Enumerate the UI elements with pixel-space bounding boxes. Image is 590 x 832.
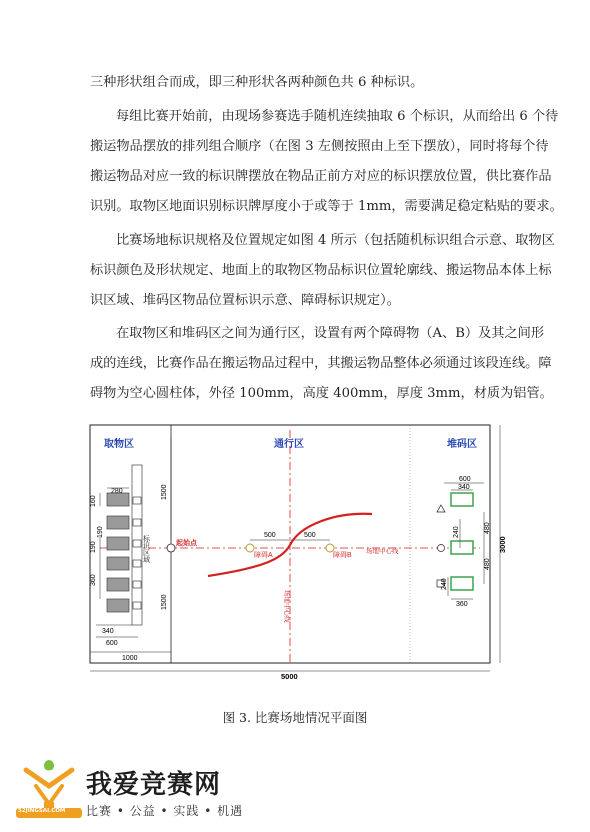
dim-right-480b: 480 [484, 558, 491, 570]
obstacle-a-marker [246, 544, 254, 552]
dim-obstacle-a: 500 [264, 532, 276, 539]
h-centerline-label: 场地中心线 [366, 548, 399, 555]
paragraph-1-line: 三种形状组合而成，即三种形状各两种颜色共 6 种标识。 [90, 75, 424, 90]
dim-600: 600 [106, 640, 118, 647]
stack-slot [451, 493, 473, 506]
obstacle-b-label: 障碍B [333, 552, 352, 559]
paragraph-3-line-1: 比赛场地标识规格及位置规定如图 4 所示（包括随机标识组合示意、取物区 [116, 233, 555, 248]
logo-name: 我爱竞赛网 [86, 770, 222, 800]
item-block [107, 537, 129, 550]
item-block [107, 516, 129, 529]
obstacle-a-label: 障碍A [254, 552, 273, 559]
dim-190a: 190 [90, 541, 97, 553]
dim-right-340: 340 [458, 484, 470, 491]
figure-caption: 图 3. 比赛场地情况平面图 [222, 710, 368, 725]
dim-190b: 190 [97, 526, 104, 538]
dim-right-240b: 240 [441, 578, 448, 590]
zone-title-pick: 取物区 [104, 439, 134, 450]
dim-right-480a: 480 [484, 522, 491, 534]
passing-path [208, 514, 372, 576]
item-block [107, 599, 129, 612]
marker-slot [133, 540, 141, 547]
paragraph-2-line-2: 搬运物品摆放的排列组合顺序（在图 3 左侧按照由上至下摆放），同时将每个待 [90, 139, 549, 154]
paragraph-2-line-3: 搬运物品对应一致的标识牌摆放在物品正前方对应的标识摆放位置，供比赛作品 [90, 169, 552, 184]
paragraph-2-line-4: 识别。取物区地面识别标识牌厚度小于或等于 1mm，需要满足稳定粘贴的要求。 [90, 199, 563, 214]
paragraph-3-line-3: 识区域、堆码区物品位置标识示意、障碍标识规定）。 [90, 293, 400, 308]
stack-slot [451, 577, 473, 590]
marker-area-label: 标识区域 [142, 535, 150, 563]
dim-right-240a: 240 [453, 526, 460, 538]
zone-title-pass: 通行区 [274, 439, 304, 450]
v-centerline-label: 场地中心线 [283, 590, 290, 623]
logo-domain: 52JINGSAI.COM [18, 808, 66, 814]
dim-1500-upper: 1500 [161, 484, 168, 500]
triangle-marker-icon [437, 505, 445, 512]
dim-160: 160 [90, 495, 97, 507]
obstacle-b-marker [326, 544, 334, 552]
item-block [107, 578, 129, 591]
dim-340: 340 [102, 628, 114, 635]
paragraph-2-line-1: 每组比赛开始前，由现场参赛选手随机连续抽取 6 个标识，从而给出 6 个待 [116, 109, 559, 124]
marker-slot [133, 519, 141, 526]
dim-1000: 1000 [122, 655, 138, 662]
dim-obstacle-b: 500 [304, 532, 316, 539]
dim-total-height: 3000 [498, 536, 507, 553]
paragraph-4-line-1: 在取物区和堆码区之间为通行区，设置有两个障碍物（A、B）及其之间形 [116, 326, 545, 341]
start-point-label: 起始点 [176, 540, 197, 547]
zone-title-stack: 堆码区 [447, 439, 477, 450]
marker-slot [133, 560, 141, 567]
start-point-marker [167, 544, 175, 552]
dim-total-width: 5000 [281, 672, 298, 681]
dim-280: 280 [111, 488, 123, 495]
stack-slot [451, 541, 473, 554]
marker-slot [133, 497, 141, 504]
dim-right-360: 360 [456, 601, 468, 608]
logo-tagline: 比赛 • 公益 • 实践 • 机遇 [86, 804, 244, 818]
marker-slot [133, 581, 141, 588]
paragraph-4-line-3: 碍物为空心圆柱体，外径 100mm，高度 400mm，厚度 3mm，材质为铝管。 [90, 386, 553, 401]
dim-right-600: 600 [459, 476, 471, 483]
dim-360: 360 [90, 574, 97, 586]
dim-1500-lower: 1500 [161, 594, 168, 610]
item-block [107, 557, 129, 570]
circle-marker-icon [438, 545, 445, 552]
paragraph-3-line-2: 标识颜色及形状规定、地面上的取物区物品标识位置轮廓线、搬运物品本体上标 [90, 263, 552, 278]
paragraph-4-line-2: 成的连线，比赛作品在搬运物品过程中，其搬运物品整体必须通过该段连线。障 [90, 356, 552, 371]
marker-slot [133, 602, 141, 609]
